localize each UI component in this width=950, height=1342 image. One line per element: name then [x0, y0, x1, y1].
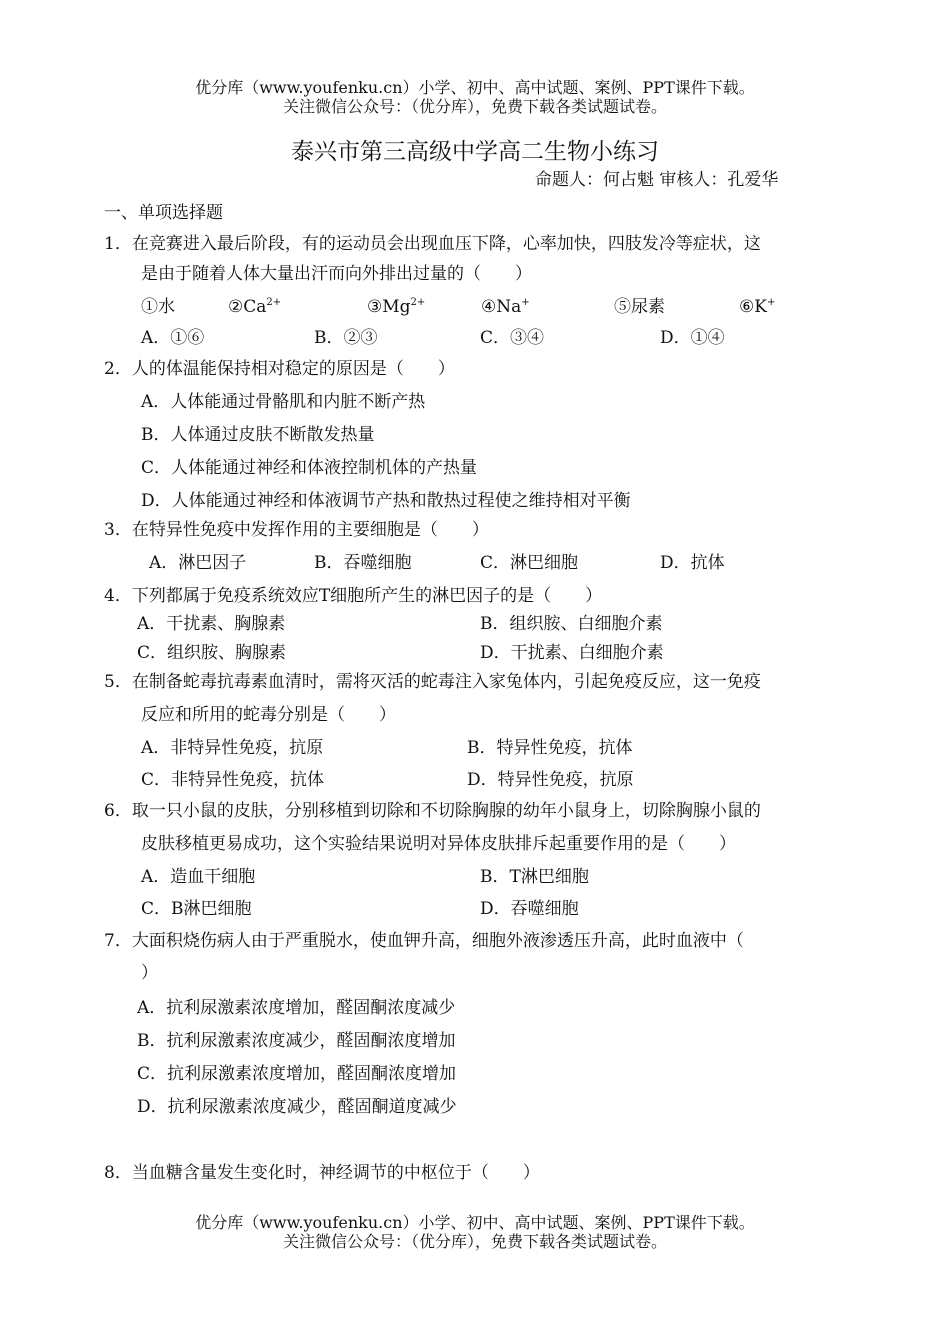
q1-item-4: ④Na+ [481, 297, 530, 317]
q4-option-b: B．组织胺、白细胞介素 [480, 614, 663, 634]
q1-item-2: $②Ca^{2+}$ [228, 297, 282, 317]
question-1-line-1: 1．在竞赛进入最后阶段，有的运动员会出现血压下降，心率加快，四肢发冷等症状，这 [104, 234, 761, 254]
question-7-line-1: 7．大面积烧伤病人由于严重脱水，使血钾升高，细胞外液渗透压升高，此时血液中（ [104, 931, 744, 951]
q3-option-c: C．淋巴细胞 [480, 553, 579, 573]
q4-option-a: A．干扰素、胸腺素 [137, 614, 286, 634]
q4-option-c: C．组织胺、胸腺素 [137, 643, 287, 663]
question-6-line-1: 6．取一只小鼠的皮肤，分别移植到切除和不切除胸腺的幼年小鼠身上，切除胸腺小鼠的 [104, 801, 761, 821]
q2-option-d: D．人体能通过神经和体液调节产热和散热过程使之维持相对平衡 [141, 491, 631, 511]
question-6-line-2: 皮肤移植更易成功，这个实验结果说明对异体皮肤排斥起重要作用的是（ ） [141, 834, 736, 854]
q1-option-b: B．②③ [314, 328, 378, 348]
q5-option-c: C．非特异性免疫，抗体 [141, 770, 325, 790]
question-4: 4．下列都属于免疫系统效应T细胞所产生的淋巴因子的是（ ） [104, 586, 603, 606]
q6-option-b: B．T淋巴细胞 [480, 867, 589, 887]
q7-option-d: D．抗利尿激素浓度减少，醛固酮道度减少 [137, 1097, 457, 1117]
header-line-1: 优分库（www.youfenku.cn）小学、初中、高中试题、案例、PPT课件下载。 [195, 78, 755, 97]
footer-line-1: 优分库（www.youfenku.cn）小学、初中、高中试题、案例、PPT课件下载。 [195, 1213, 755, 1232]
footer-line-2: 关注微信公众号：（优分库），免费下载各类试题试卷。 [282, 1232, 667, 1251]
q2-option-b: B．人体通过皮肤不断散发热量 [141, 425, 375, 445]
q2-option-c: C．人体能通过神经和体液控制机体的产热量 [141, 458, 478, 478]
question-7-line-2: ） [141, 963, 158, 983]
q1-item-1: ①水 [141, 297, 175, 317]
q4-option-d: D．干扰素、白细胞介素 [480, 643, 664, 663]
authors-line: 命题人：何占魁 审核人：孔爱华 [535, 170, 779, 190]
q3-option-b: B．吞噬细胞 [314, 553, 412, 573]
q3-option-d: D．抗体 [660, 553, 725, 573]
q1-option-c: C．③④ [480, 328, 545, 348]
q1-item-3: $③Mg^{2+}$ [367, 297, 426, 317]
q5-option-b: B．特异性免疫，抗体 [467, 738, 633, 758]
question-8: 8．当血糖含量发生变化时，神经调节的中枢位于（ ） [104, 1163, 540, 1183]
q7-option-c: C．抗利尿激素浓度增加，醛固酮浓度增加 [137, 1064, 457, 1084]
q7-option-a: A．抗利尿激素浓度增加，醛固酮浓度减少 [137, 998, 456, 1018]
q6-option-d: D．吞噬细胞 [480, 899, 579, 919]
page-title: 泰兴市第三高级中学高二生物小练习 [291, 139, 659, 165]
q2-option-a: A．人体能通过骨骼肌和内脏不断产热 [141, 392, 426, 412]
q1-item-5: ⑤尿素 [614, 297, 665, 317]
q5-option-a: A．非特异性免疫，抗原 [141, 738, 324, 758]
q6-option-c: C．B淋巴细胞 [141, 899, 252, 919]
q5-option-d: D．特异性免疫，抗原 [467, 770, 634, 790]
q7-option-b: B．抗利尿激素浓度减少，醛固酮浓度增加 [137, 1031, 456, 1051]
section-heading: 一、单项选择题 [104, 203, 223, 223]
q1-option-d: D．①④ [660, 328, 725, 348]
q3-option-a: A．淋巴因子 [149, 553, 247, 573]
q6-option-a: A．造血干细胞 [141, 867, 256, 887]
question-5-line-2: 反应和所用的蛇毒分别是（ ） [141, 705, 396, 725]
question-3: 3．在特异性免疫中发挥作用的主要细胞是（ ） [104, 520, 489, 540]
q1-option-a: A．①⑥ [141, 328, 205, 348]
header-line-2: 关注微信公众号：（优分库），免费下载各类试题试卷。 [282, 97, 667, 116]
question-1-line-2: 是由于随着人体大量出汗而向外排出过量的（ ） [141, 264, 532, 284]
question-5-line-1: 5．在制备蛇毒抗毒素血清时，需将灭活的蛇毒注入家兔体内，引起免疫反应，这一免疫 [104, 672, 761, 692]
question-2: 2．人的体温能保持相对稳定的原因是（ ） [104, 359, 455, 379]
q1-item-6: ⑥K+ [739, 297, 776, 317]
